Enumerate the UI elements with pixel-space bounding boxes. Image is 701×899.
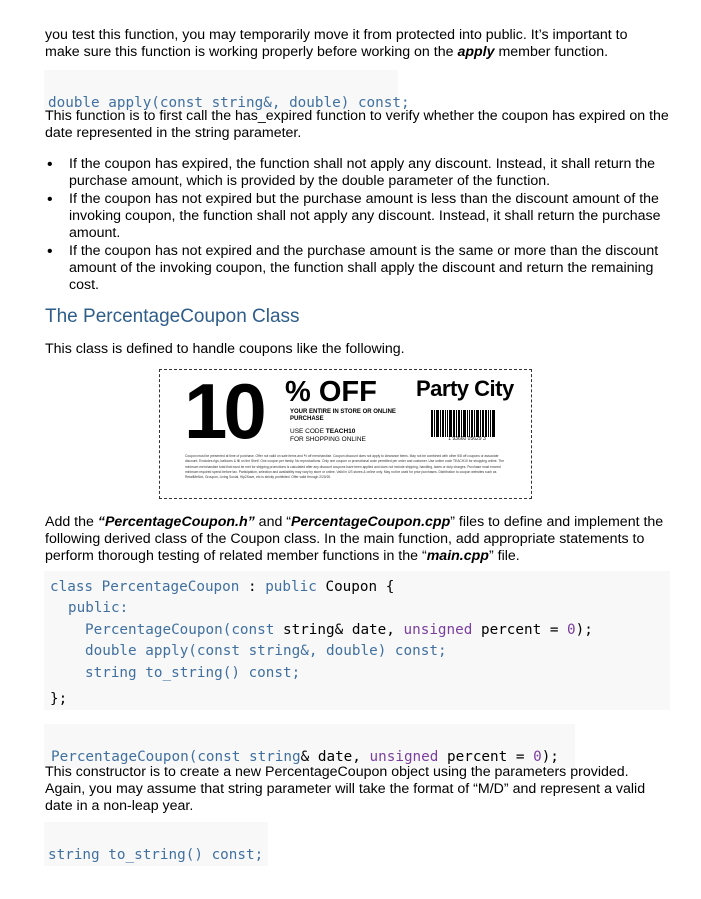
code-token: unsigned: [403, 622, 473, 638]
code-token: to_string(): [136, 665, 249, 681]
constructor-description: This constructor is to create a new PercentageCoupon object using the parameters provided. Again, you may assume that string parameter will take the format of “M/D” and represent a valid date in a non-leap year.: [45, 764, 646, 814]
code-token: PercentageCoupon(: [51, 749, 198, 765]
apply-description: This function is to first call the has_expired function to verify whether the coupon has expired on the date represented in the string parameter.: [45, 108, 669, 141]
list-item: • If the coupon has expired, the function shall not apply any discount. Instead, it shall return the purchase amount, which is provided by the double parameter of the function.: [45, 156, 670, 190]
coupon-line-a: YOUR ENTIRE IN STORE OR ONLINE PURCHASE: [290, 409, 396, 422]
class-intro: This class is defined to handle coupons like the following.: [45, 341, 405, 357]
code-token: string: [48, 847, 100, 863]
code-token: apply(: [99, 95, 160, 111]
code-token: const: [231, 622, 275, 638]
code-token: =: [515, 749, 525, 765]
code-token: & date,: [300, 749, 370, 765]
coupon-code-line: [290, 428, 400, 444]
code-token: ): [377, 643, 395, 659]
code-line: [50, 577, 394, 599]
coupon-image: [159, 369, 532, 499]
coupon-percent-off: % OFF: [285, 376, 377, 408]
code-token: const: [394, 643, 438, 659]
code-line: [85, 620, 593, 642]
code-token: string&,: [239, 643, 327, 659]
code-token: const: [357, 95, 401, 111]
code-token: const: [159, 95, 203, 111]
code-token: class: [50, 579, 94, 595]
intro-line-2-post: member function.: [494, 44, 609, 60]
code-token: const: [196, 643, 240, 659]
coupon-code: TEACH10: [325, 428, 356, 435]
code-token: public: [256, 579, 317, 595]
barcode-number: 1 93660 05629 3: [448, 436, 486, 442]
code-line: public:: [68, 600, 129, 616]
intro-paragraph: [45, 27, 670, 61]
code-token: percent: [472, 622, 550, 638]
code-token: string: [85, 665, 137, 681]
code-token: ;: [437, 643, 447, 659]
code-token: ;: [400, 95, 410, 111]
code-token: ): [340, 95, 358, 111]
code-line: [85, 663, 300, 685]
code-token: unsigned: [369, 749, 439, 765]
intro-line-2-pre: make sure this function is working properly before working on the: [45, 44, 458, 60]
list-item: • If the coupon has not expired but the purchase amount is less than the discount amount of the invoking coupon, the function shall not apply any discount. Instead, it shall return the purchase amount.: [45, 191, 670, 242]
list-item: • If the coupon has not expired and the purchase amount is the same or more than the discount amount of the invoking coupon, the function shall apply the discount and return the remaining cost.: [45, 243, 670, 294]
for-shopping-label: FOR SHOPPING ONLINE: [290, 436, 366, 443]
code-token: string: [211, 95, 264, 111]
code-token: 0: [524, 749, 542, 765]
code-token: string& date,: [274, 622, 404, 638]
text-span: and “: [254, 514, 292, 530]
code-token: ;: [254, 847, 264, 863]
code-token: string: [248, 749, 301, 765]
code-token: double: [48, 95, 100, 111]
code-line: [85, 641, 447, 663]
code-token: double: [326, 643, 378, 659]
barcode-icon: [431, 410, 501, 437]
code-token: ;: [291, 665, 301, 681]
code-token: PercentageCoupon(: [85, 622, 232, 638]
text-span: Add the: [45, 514, 98, 530]
code-token: :: [247, 579, 257, 595]
constructor-signature: [44, 724, 575, 768]
code-token: double: [289, 95, 341, 111]
code-token: const: [197, 749, 241, 765]
add-files-paragraph: [45, 514, 670, 565]
code-token: );: [541, 749, 559, 765]
section-heading: The PercentageCoupon Class: [45, 306, 300, 327]
code-token: to_string(): [99, 847, 212, 863]
coupon-fine-print: Coupon must be presented at time of purchase. Offer not valid on sale items and ⅕ off merchandise. Coupon discount does not apply to clearance items. May not be combined with other 5/8 off coupons or associate discount. Excludes rigs, balloons & fill on the Shelf. One coupon per family. No reproductions. Only one coupon or promotional code permitted per order and customer. Use online code TEACH10 for shopping online. The minimum merchandise total that must be met for shipping promotions is calculated after any discount coupons have been applied and does not include shipping, handling, taxes or duty charges. Purchase must exceed minimum required spend before tax. Participation, selection and availability may vary by store or online. Valid in US stores & online only. May not be used for prior purchases. Distribution to coupon websites such as RetailMeNot, Groupon, Living Social, Hip2Save, etc is strictly prohibited. Offer valid through 2/20/20.: [185, 454, 505, 480]
code-token: );: [575, 622, 593, 638]
brand-logo: Party City: [416, 376, 514, 401]
code-token: percent: [438, 749, 516, 765]
code-token: const: [248, 665, 292, 681]
code-token: =: [549, 622, 559, 638]
text-span: ” file.: [488, 548, 520, 564]
class-code-block: [44, 571, 670, 688]
code-token: Coupon {: [316, 579, 395, 595]
apply-emphasis: apply: [457, 44, 495, 60]
code-token: 0: [558, 622, 576, 638]
file-name-h: “PercentageCoupon.h”: [97, 514, 255, 530]
code-token: double: [85, 643, 137, 659]
file-name-cpp: PercentageCoupon.cpp: [291, 514, 451, 530]
apply-rules-list: [45, 156, 670, 295]
coupon-big-number: 10: [184, 369, 263, 455]
code-token: PercentageCoupon: [93, 579, 248, 595]
code-token: apply(: [136, 643, 197, 659]
to-string-signature: [44, 822, 268, 866]
file-name-main: main.cpp: [426, 548, 489, 564]
code-line: };: [44, 688, 670, 710]
code-token: [240, 749, 249, 765]
code-token: &,: [263, 95, 290, 111]
intro-line-1: you test this function, you may temporarily move it from protected into public. It’s important to: [45, 27, 628, 43]
use-code-label: USE CODE: [290, 428, 326, 435]
code-token: const: [211, 847, 255, 863]
text-span: ” files to define and implement the following derived class of the Coupon class. In the main function, add appropriate statements to perform thorough testing of related member functions in the “: [45, 514, 664, 564]
